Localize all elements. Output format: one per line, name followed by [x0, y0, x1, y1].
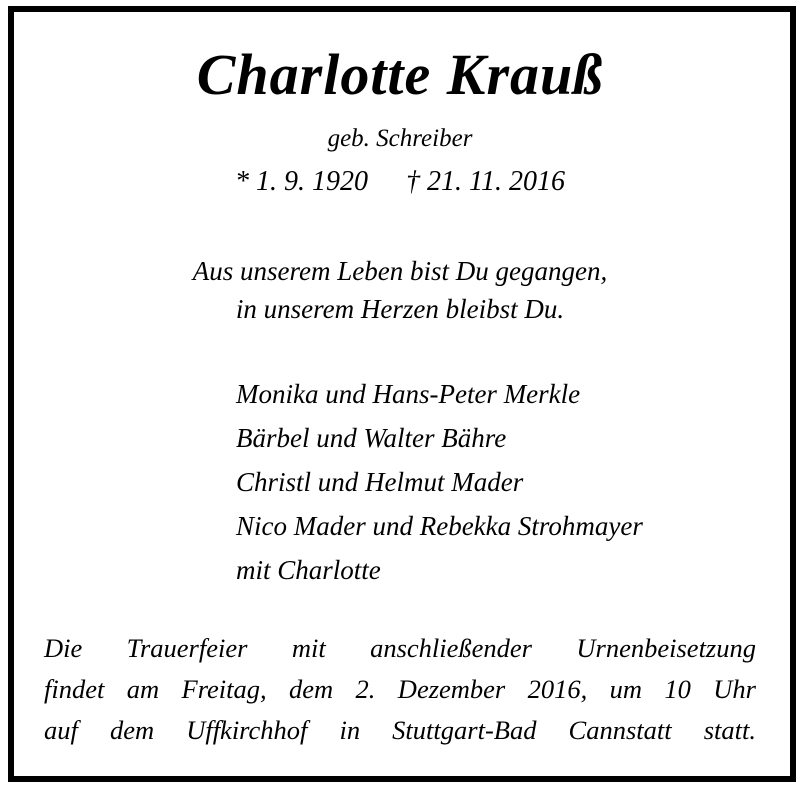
life-dates	[0, 168, 800, 196]
deceased-name: Charlotte Krauß	[196, 42, 604, 107]
mourner-entry: Nico Mader und Rebekka Strohmayer	[236, 511, 643, 541]
memorial-verse	[0, 252, 800, 328]
verse-line: Aus unserem Leben bist Du gegangen,	[192, 256, 608, 286]
funeral-announcement	[44, 628, 756, 751]
funeral-line: Die Trauerfeier mit anschließender Urnenbeisetzung	[44, 633, 756, 663]
verse-line: in unserem Herzen bleibst Du.	[235, 294, 565, 324]
birth-name: geb. Schreiber	[327, 125, 473, 152]
mourner-entry: Christl und Helmut Mader	[236, 467, 524, 497]
mourner-entry: mit Charlotte	[236, 555, 381, 585]
birth-date: * 1. 9. 1920	[235, 166, 369, 197]
mourner-entry: Monika und Hans-Peter Merkle	[236, 379, 581, 409]
mourner-entry: Bärbel und Walter Bähre	[236, 423, 507, 453]
funeral-line: findet am Freitag, dem 2. Dezember 2016, um 10 Uhr	[44, 674, 756, 704]
funeral-line: auf dem Uffkirchhof in Stuttgart-Bad Cannstatt statt.	[44, 715, 756, 745]
mourners-list	[236, 372, 643, 592]
death-date: † 21. 11. 2016	[406, 166, 565, 197]
